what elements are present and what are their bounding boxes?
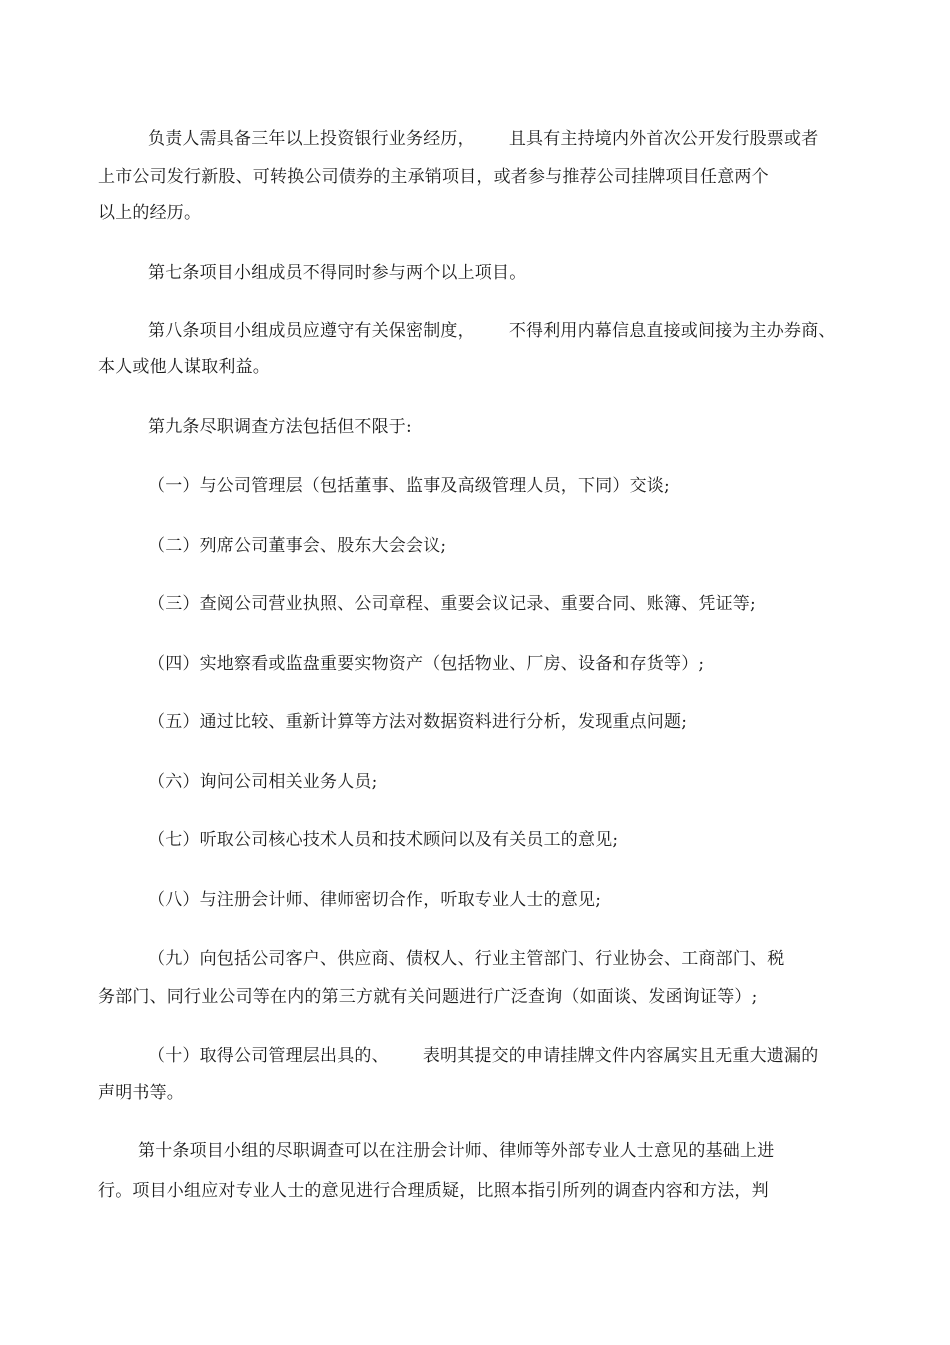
paragraph-line: 本人或他人谋取利益。 <box>98 357 270 377</box>
text-segment: （十）取得公司管理层出具的、 <box>148 1046 389 1066</box>
list-item-continuation: 声明书等。 <box>98 1083 184 1103</box>
paragraph-line: 行。项目小组应对专业人士的意见进行合理质疑，比照本指引所列的调查内容和方法，判 <box>98 1181 769 1201</box>
list-item: （二）列席公司董事会、股东大会会议; <box>148 536 447 556</box>
list-item: （五）通过比较、重新计算等方法对数据资料进行分析，发现重点问题; <box>148 712 688 732</box>
article-nine: 第九条尽职调查方法包括但不限于: <box>148 417 412 437</box>
list-item <box>148 1045 818 1067</box>
list-item: （九）向包括公司客户、供应商、债权人、行业主管部门、行业协会、工商部门、税 <box>148 949 785 969</box>
text-segment: 第八条项目小组成员应遵守有关保密制度， <box>148 321 475 341</box>
paragraph-line <box>148 128 818 150</box>
paragraph-line: 第十条项目小组的尽职调查可以在注册会计师、律师等外部专业人士意见的基础上进 <box>138 1141 775 1161</box>
text-segment: 负责人需具备三年以上投资银行业务经历， <box>148 129 475 149</box>
list-item: （六）询问公司相关业务人员; <box>148 772 378 792</box>
paragraph-line <box>148 320 836 342</box>
paragraph-line: 以上的经历。 <box>98 203 202 223</box>
list-item: （三）查阅公司营业执照、公司章程、重要会议记录、重要合同、账簿、凭证等; <box>148 594 756 614</box>
text-segment: 且具有主持境内外首次公开发行股票或者 <box>508 129 819 149</box>
text-segment: 不得利用内幕信息直接或间接为主办券商、 <box>508 321 836 341</box>
text-segment: 表明其提交的申请挂牌文件内容属实且无重大遗漏的 <box>422 1046 819 1066</box>
list-item: （一）与公司管理层（包括董事、监事及高级管理人员，下同）交谈; <box>148 476 670 496</box>
list-item: （四）实地察看或监盘重要实物资产（包括物业、厂房、设备和存货等）; <box>148 654 705 674</box>
list-item: （八）与注册会计师、律师密切合作，听取专业人士的意见; <box>148 890 602 910</box>
list-item-continuation: 务部门、同行业公司等在内的第三方就有关问题进行广泛查询（如面谈、发函询证等）; <box>98 987 758 1007</box>
paragraph-line: 上市公司发行新股、可转换公司债券的主承销项目，或者参与推荐公司挂牌项目任意两个 <box>98 167 769 187</box>
list-item: （七）听取公司核心技术人员和技术顾问以及有关员工的意见; <box>148 830 619 850</box>
article-seven: 第七条项目小组成员不得同时参与两个以上项目。 <box>148 263 527 283</box>
